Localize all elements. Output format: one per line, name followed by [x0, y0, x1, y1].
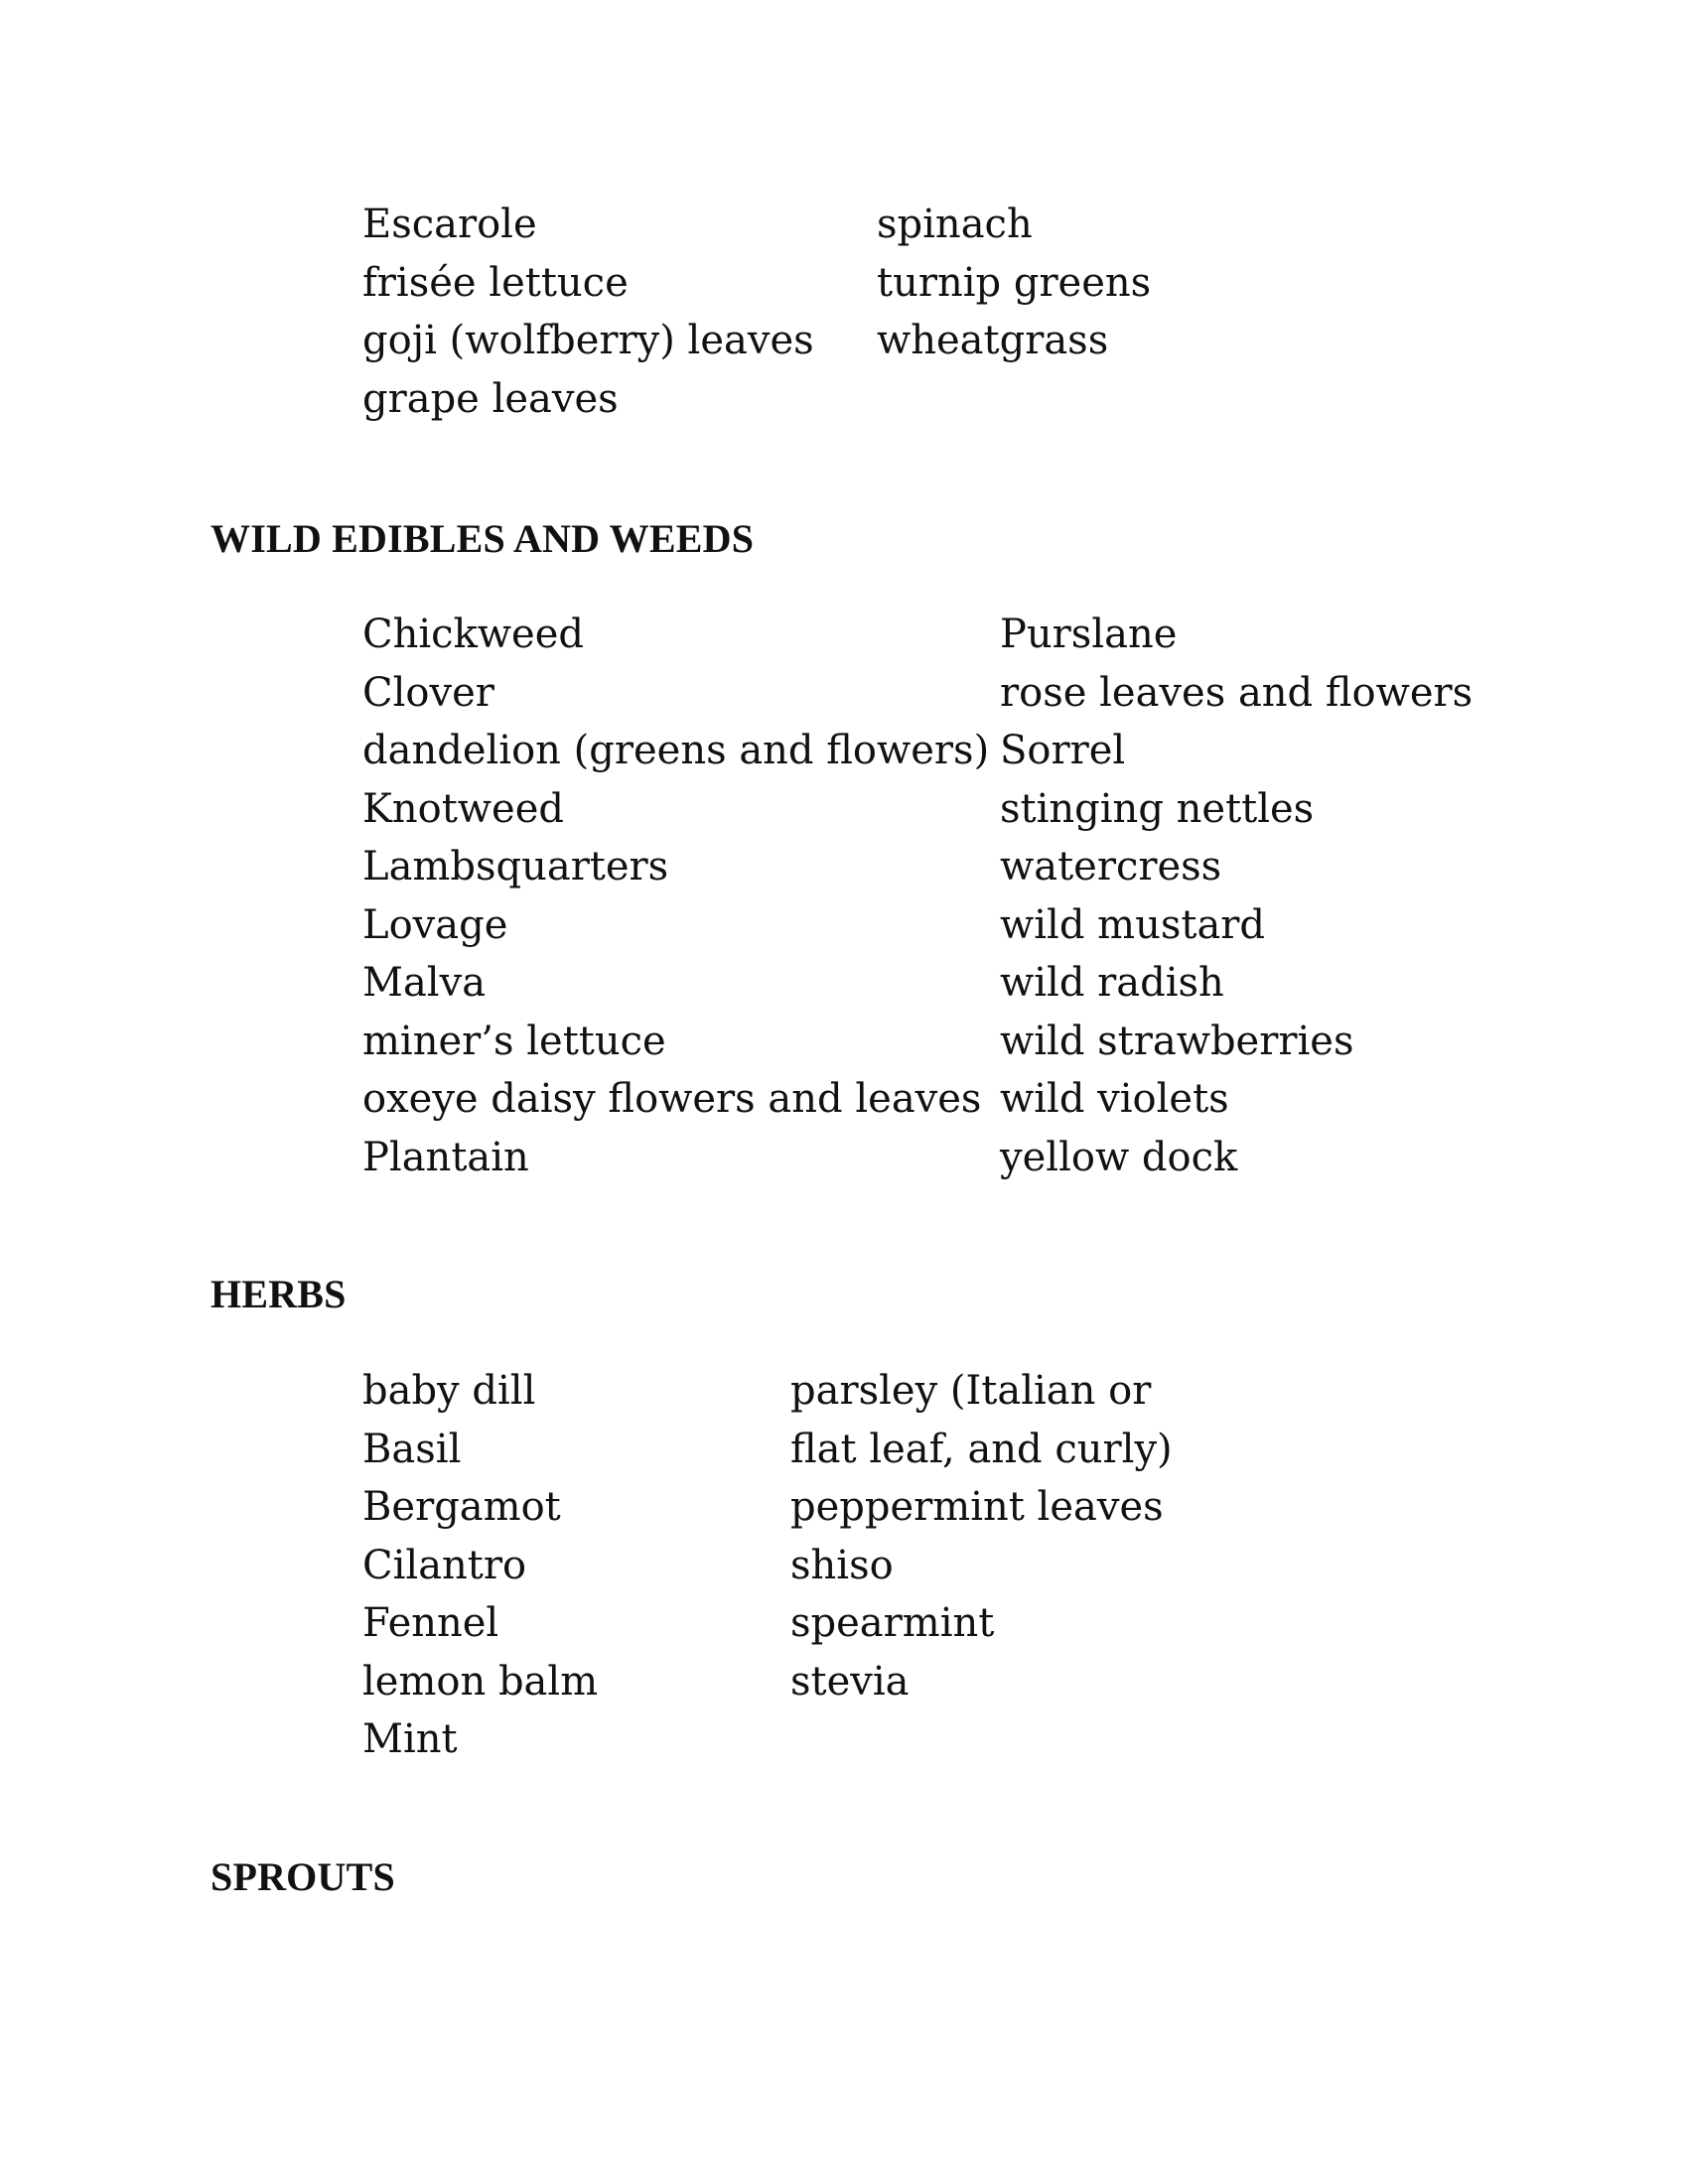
list-item: dandelion (greens and flowers)	[362, 728, 990, 773]
list-item: turnip greens	[877, 259, 1152, 306]
wild-column-1	[362, 606, 989, 1186]
list-item: goji (wolfberry) leaves	[362, 318, 814, 363]
list-item: parsley (Italian or	[790, 1368, 1152, 1414]
list-item: Bergamot	[362, 1484, 561, 1530]
section-heading-herbs: HERBS	[211, 1272, 347, 1316]
list-item: wild strawberries	[1000, 1018, 1354, 1064]
list-item: wild mustard	[1000, 901, 1266, 948]
list-item: Sorrel	[1000, 728, 1126, 773]
list-item: Knotweed	[362, 785, 564, 832]
list-item: stevia	[790, 1658, 910, 1705]
list-item: baby dill	[362, 1368, 536, 1414]
herbs-column-2	[790, 1362, 1173, 1710]
list-item: yellow dock	[1000, 1134, 1238, 1180]
list-item: Basil	[362, 1426, 462, 1472]
greens-column-1	[362, 196, 814, 428]
list-item: spinach	[877, 202, 1033, 247]
list-item: Purslane	[1000, 612, 1178, 657]
list-item: oxeye daisy flowers and leaves	[362, 1076, 982, 1122]
list-item: grape leaves	[362, 375, 619, 422]
list-item: spearmint	[790, 1600, 995, 1646]
list-item: lemon balm	[362, 1658, 599, 1705]
list-item: watercress	[1000, 844, 1222, 889]
list-item: Plantain	[362, 1134, 529, 1180]
list-item: wild radish	[1000, 960, 1224, 1006]
list-item: wild violets	[1000, 1076, 1229, 1122]
greens-column-2	[877, 196, 1151, 370]
list-item: frisée lettuce	[362, 259, 629, 306]
list-item: wheatgrass	[877, 318, 1109, 363]
list-item: Malva	[362, 960, 487, 1006]
list-item: Fennel	[362, 1600, 499, 1646]
list-item: shiso	[790, 1542, 894, 1588]
list-item: Escarole	[362, 202, 537, 247]
list-item: Chickweed	[362, 612, 584, 657]
list-item: peppermint leaves	[790, 1484, 1164, 1530]
list-item: Cilantro	[362, 1542, 527, 1588]
section-heading-wild-edibles: WILD EDIBLES AND WEEDS	[211, 516, 755, 561]
list-item: rose leaves and flowers	[1000, 669, 1474, 716]
list-item: Clover	[362, 669, 494, 716]
list-item: Lovage	[362, 901, 508, 948]
list-item: miner’s lettuce	[362, 1018, 666, 1064]
list-item: Mint	[362, 1716, 458, 1762]
list-item: Lambsquarters	[362, 844, 669, 889]
herbs-column-1	[362, 1362, 598, 1769]
list-item: stinging nettles	[1000, 785, 1315, 832]
wild-column-2	[1000, 606, 1473, 1186]
list-item: flat leaf, and curly)	[790, 1426, 1173, 1472]
section-heading-sprouts: SPROUTS	[211, 1854, 395, 1899]
